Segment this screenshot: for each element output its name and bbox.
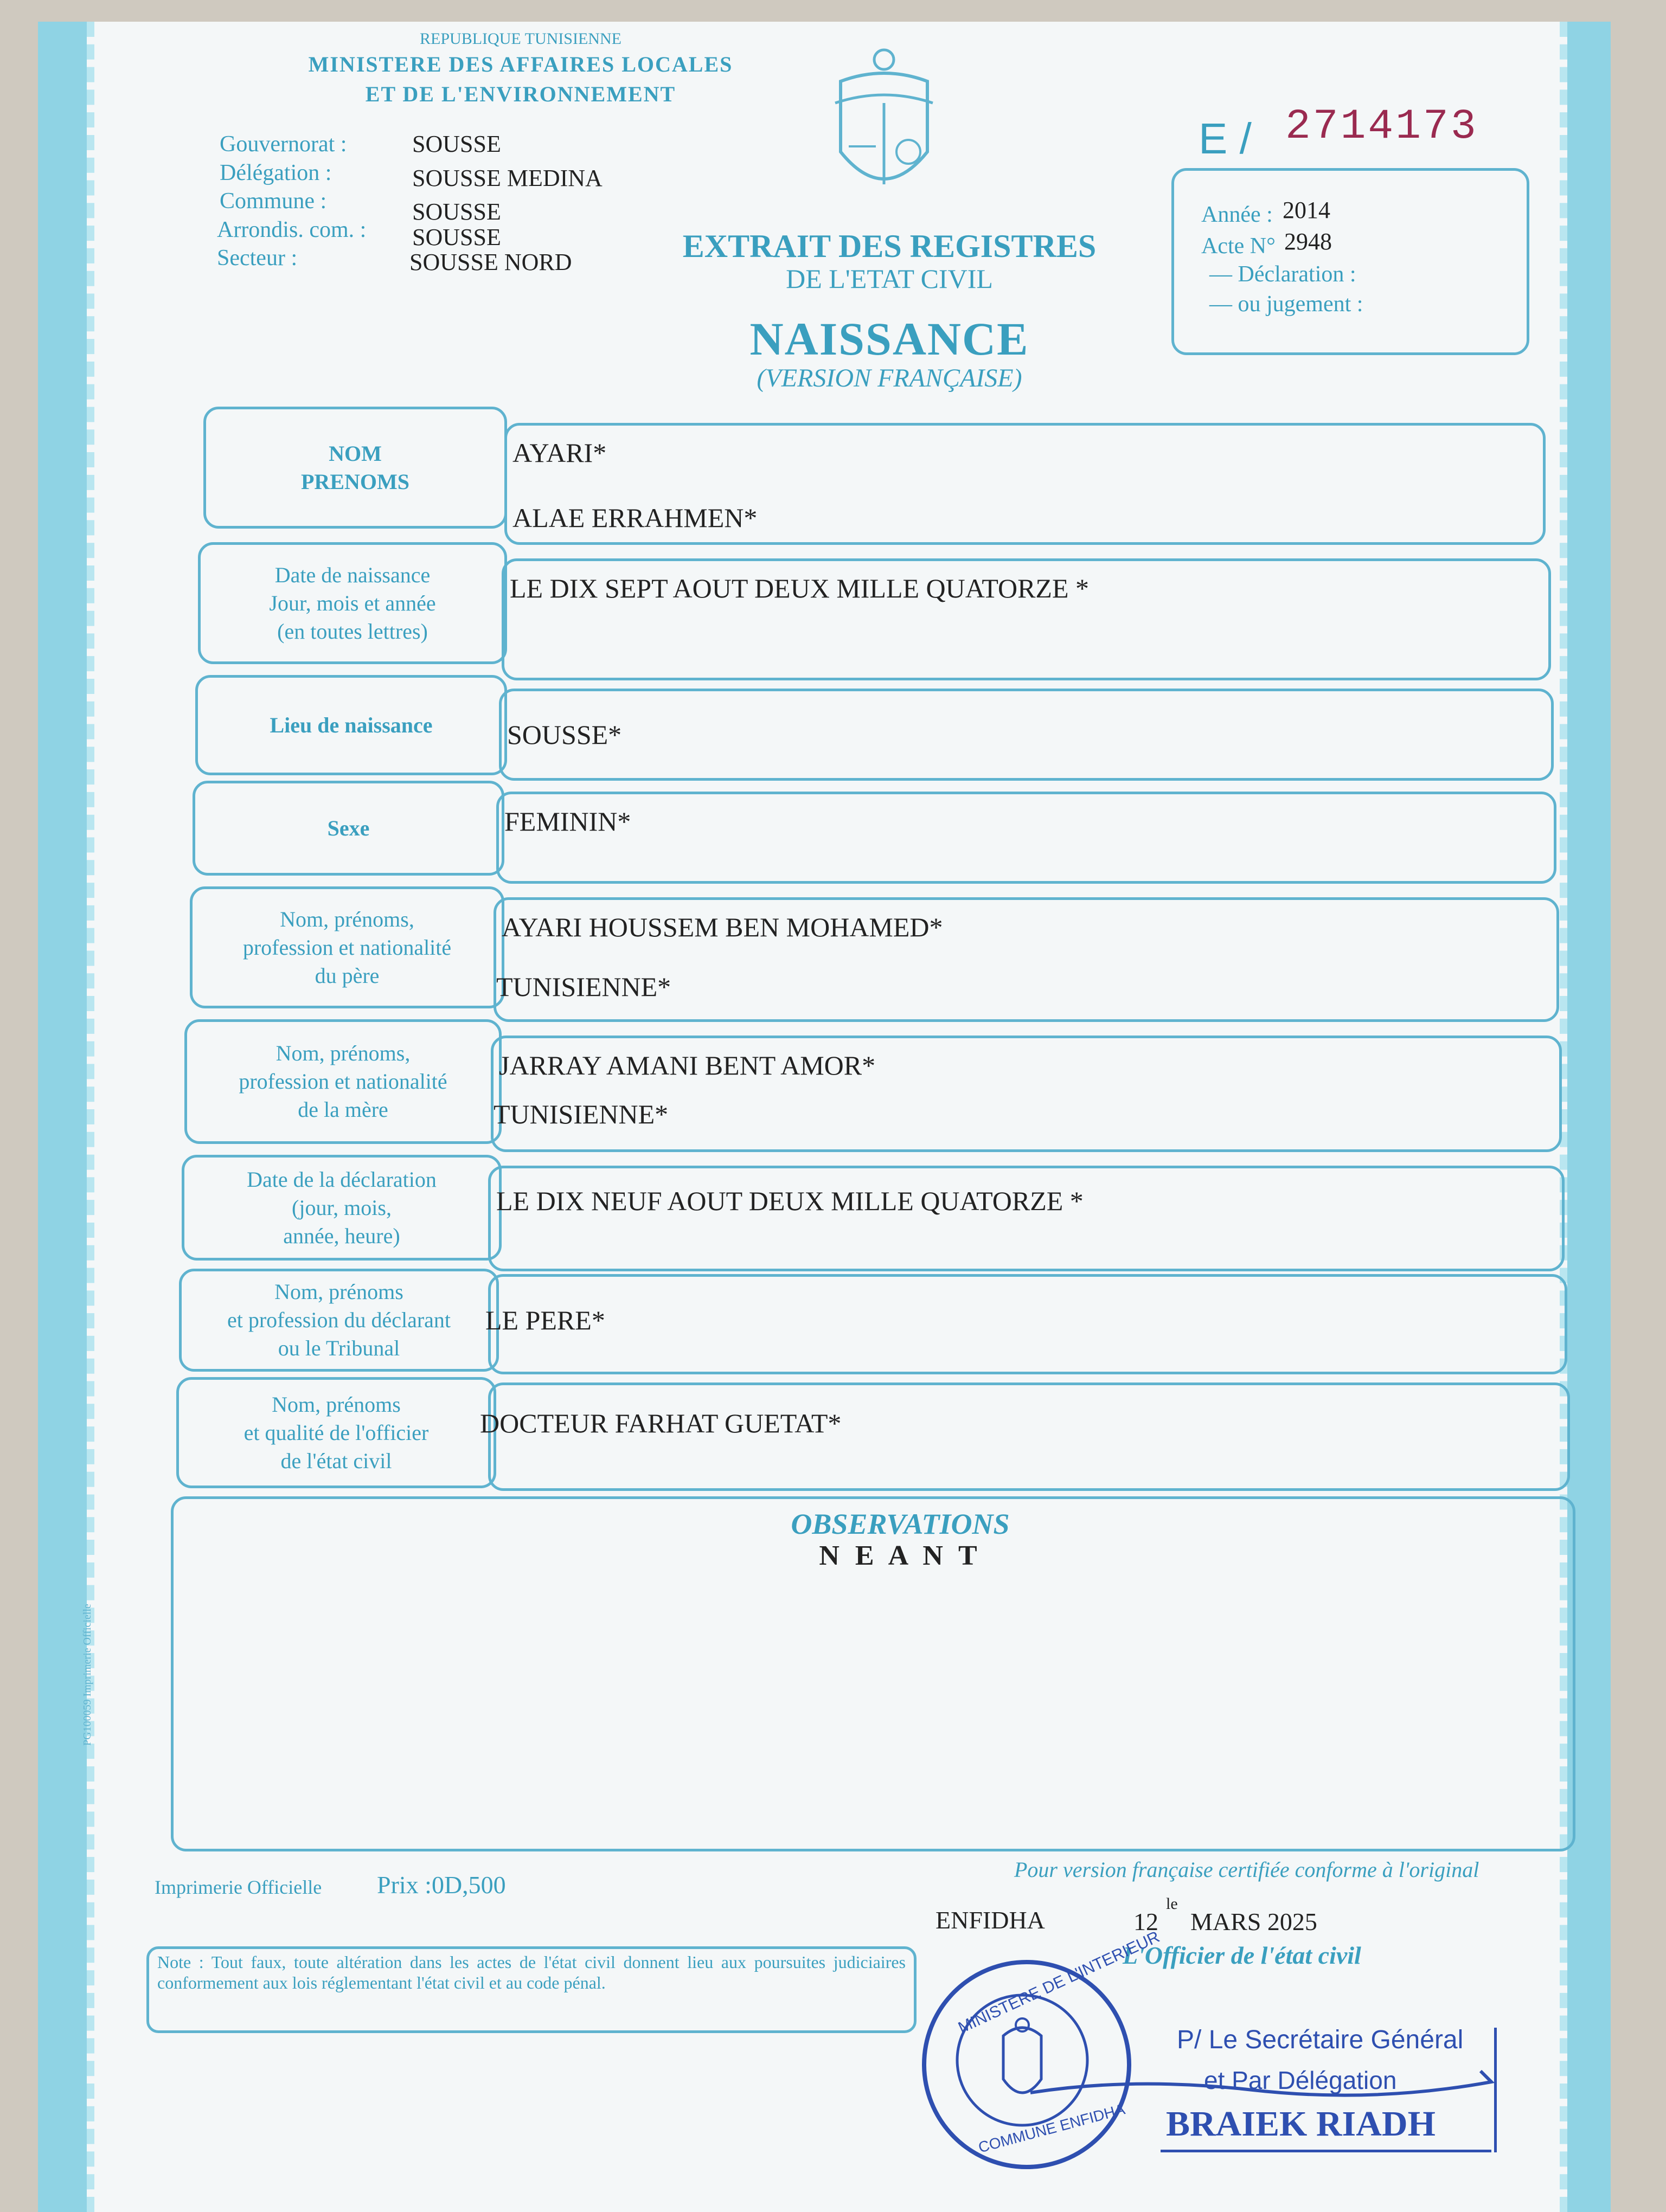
row-label-text: Date de la déclaration (jour, mois, année, heure) <box>247 1167 437 1248</box>
row-label-pere <box>190 886 504 1008</box>
row-value-line2: TUNISIENNE* <box>496 972 671 1002</box>
stamp-text-top: MINISTERE DE L'INTERIEUR <box>955 1927 1163 2037</box>
row-label-mere <box>184 1019 502 1144</box>
row-label-text: Nom, prénoms, profession et nationalité de la mère <box>239 1041 447 1122</box>
title-naissance: NAISSANCE <box>749 313 1029 365</box>
coat-of-arms-icon <box>824 43 944 211</box>
secteur-value: SOUSSE NORD <box>409 249 572 275</box>
row-value-line1: LE PERE* <box>485 1305 605 1335</box>
gouvernorat-value: SOUSSE <box>412 131 501 157</box>
row-label-sexe <box>193 781 504 876</box>
row-value-officier <box>480 1382 1570 1491</box>
row-label-text: NOM PRENOMS <box>301 441 409 494</box>
row-value-mere <box>491 1036 1562 1152</box>
row-label-lieu <box>195 675 507 775</box>
row-value-declarant <box>485 1274 1567 1374</box>
acte-value: 2948 <box>1284 228 1332 255</box>
signature-line2: et Par Délégation <box>1204 2066 1397 2094</box>
document-sheet <box>38 22 1611 2212</box>
title-version: (VERSION FRANÇAISE) <box>757 364 1022 393</box>
row-value-line2: TUNISIENNE* <box>494 1099 669 1129</box>
ministry-line2: ET DE L'ENVIRONNEMENT <box>365 82 676 106</box>
imprimerie-label: Imprimerie Officielle <box>155 1876 322 1898</box>
row-label-date-naissance <box>198 542 507 664</box>
row-value-line1: SOUSSE* <box>507 719 622 750</box>
row-value-line1: DOCTEUR FARHAT GUETAT* <box>480 1408 842 1438</box>
row-label-nom <box>203 407 507 529</box>
prix-label: Prix :0D,500 <box>377 1871 506 1899</box>
row-value-sexe <box>496 792 1556 884</box>
row-value-line1: JARRAY AMANI BENT AMOR* <box>499 1050 876 1081</box>
delegation-label: Délégation : <box>220 160 332 185</box>
row-label-text: Lieu de naissance <box>270 712 433 737</box>
row-value-declaration <box>488 1166 1565 1271</box>
annee-value: 2014 <box>1283 197 1330 223</box>
date-sup: le <box>1166 1895 1178 1913</box>
serial-number: 2714173 <box>1285 103 1478 151</box>
row-value-line1: LE DIX NEUF AOUT DEUX MILLE QUATORZE * <box>496 1186 1084 1216</box>
row-value-pere <box>494 897 1559 1022</box>
row-label-text: Nom, prénoms, profession et nationalité du père <box>242 906 452 988</box>
row-value-nom <box>504 423 1546 545</box>
acte-label: Acte N° <box>1201 234 1276 259</box>
stamp-text-bottom: COMMUNE ENFIDHA <box>976 2100 1127 2156</box>
row-label-text: Nom, prénoms et profession du déclarant ou le Tribunal <box>227 1279 451 1360</box>
annee-label: Année : <box>1201 202 1273 227</box>
officer-title: L'Officier de l'état civil <box>1123 1941 1361 1969</box>
row-value-line1: FEMININ* <box>504 806 631 837</box>
certification-text: Pour version française certifiée conforme à l'original <box>1014 1857 1479 1882</box>
row-label-text: Nom, prénoms et qualité de l'officier de l'état civil <box>244 1392 429 1473</box>
signature-line1: P/ Le Secrétaire Général <box>1177 2025 1464 2054</box>
ministry-line1: MINISTERE DES AFFAIRES LOCALES <box>308 52 733 76</box>
gouvernorat-label: Gouvernorat : <box>220 132 347 157</box>
commune-label: Commune : <box>220 189 327 214</box>
republic-label: REPUBLIQUE TUNISIENNE <box>420 30 621 48</box>
signature-underline <box>1161 2150 1491 2152</box>
row-label-declarant <box>179 1269 499 1372</box>
signature-name: BRAIEK RIADH <box>1166 2104 1436 2144</box>
title-line1: EXTRAIT DES REGISTRES <box>682 228 1097 264</box>
commune-value: SOUSSE <box>412 198 501 225</box>
note-text: Note : Tout faux, toute altération dans les actes de l'état civil donnent lieu aux poursuites judiciaires conformement aux lois réglementant l'état civil et au code pénal. <box>157 1952 906 1992</box>
title-line2: DE L'ETAT CIVIL <box>786 263 993 294</box>
row-value-line2: ALAE ERRAHMEN* <box>512 503 758 533</box>
side-print: PG100059 Imprimerie Officielle <box>81 1604 93 1746</box>
serial-prefix: E / <box>1199 114 1252 163</box>
row-label-text: Sexe <box>327 815 370 840</box>
place-value: ENFIDHA <box>935 1906 1045 1934</box>
observations-value: N E A N T <box>819 1540 982 1571</box>
observations-title: OBSERVATIONS <box>791 1508 1010 1540</box>
row-label-declaration <box>182 1155 502 1261</box>
row-value-date-naissance <box>502 558 1551 680</box>
row-value-lieu <box>499 689 1554 781</box>
jugement-label: — ou jugement : <box>1209 292 1363 317</box>
arrondis-label: Arrondis. com. : <box>217 217 367 242</box>
date-day: 12 <box>1133 1908 1158 1935</box>
declaration-label: — Déclaration : <box>1209 262 1356 287</box>
row-label-text: Date de naissance Jour, mois et année (en toutes lettres) <box>269 562 436 644</box>
handwritten-signature <box>1025 2060 1502 2123</box>
arrondis-value: SOUSSE <box>412 224 501 250</box>
secteur-label: Secteur : <box>217 246 298 271</box>
row-value-line1: AYARI* <box>512 438 607 468</box>
date-rest: MARS 2025 <box>1190 1908 1317 1935</box>
row-label-officier <box>176 1377 496 1488</box>
row-value-line1: AYARI HOUSSEM BEN MOHAMED* <box>502 912 943 942</box>
row-value-line1: LE DIX SEPT AOUT DEUX MILLE QUATORZE * <box>510 573 1090 603</box>
delegation-value: SOUSSE MEDINA <box>412 165 603 191</box>
